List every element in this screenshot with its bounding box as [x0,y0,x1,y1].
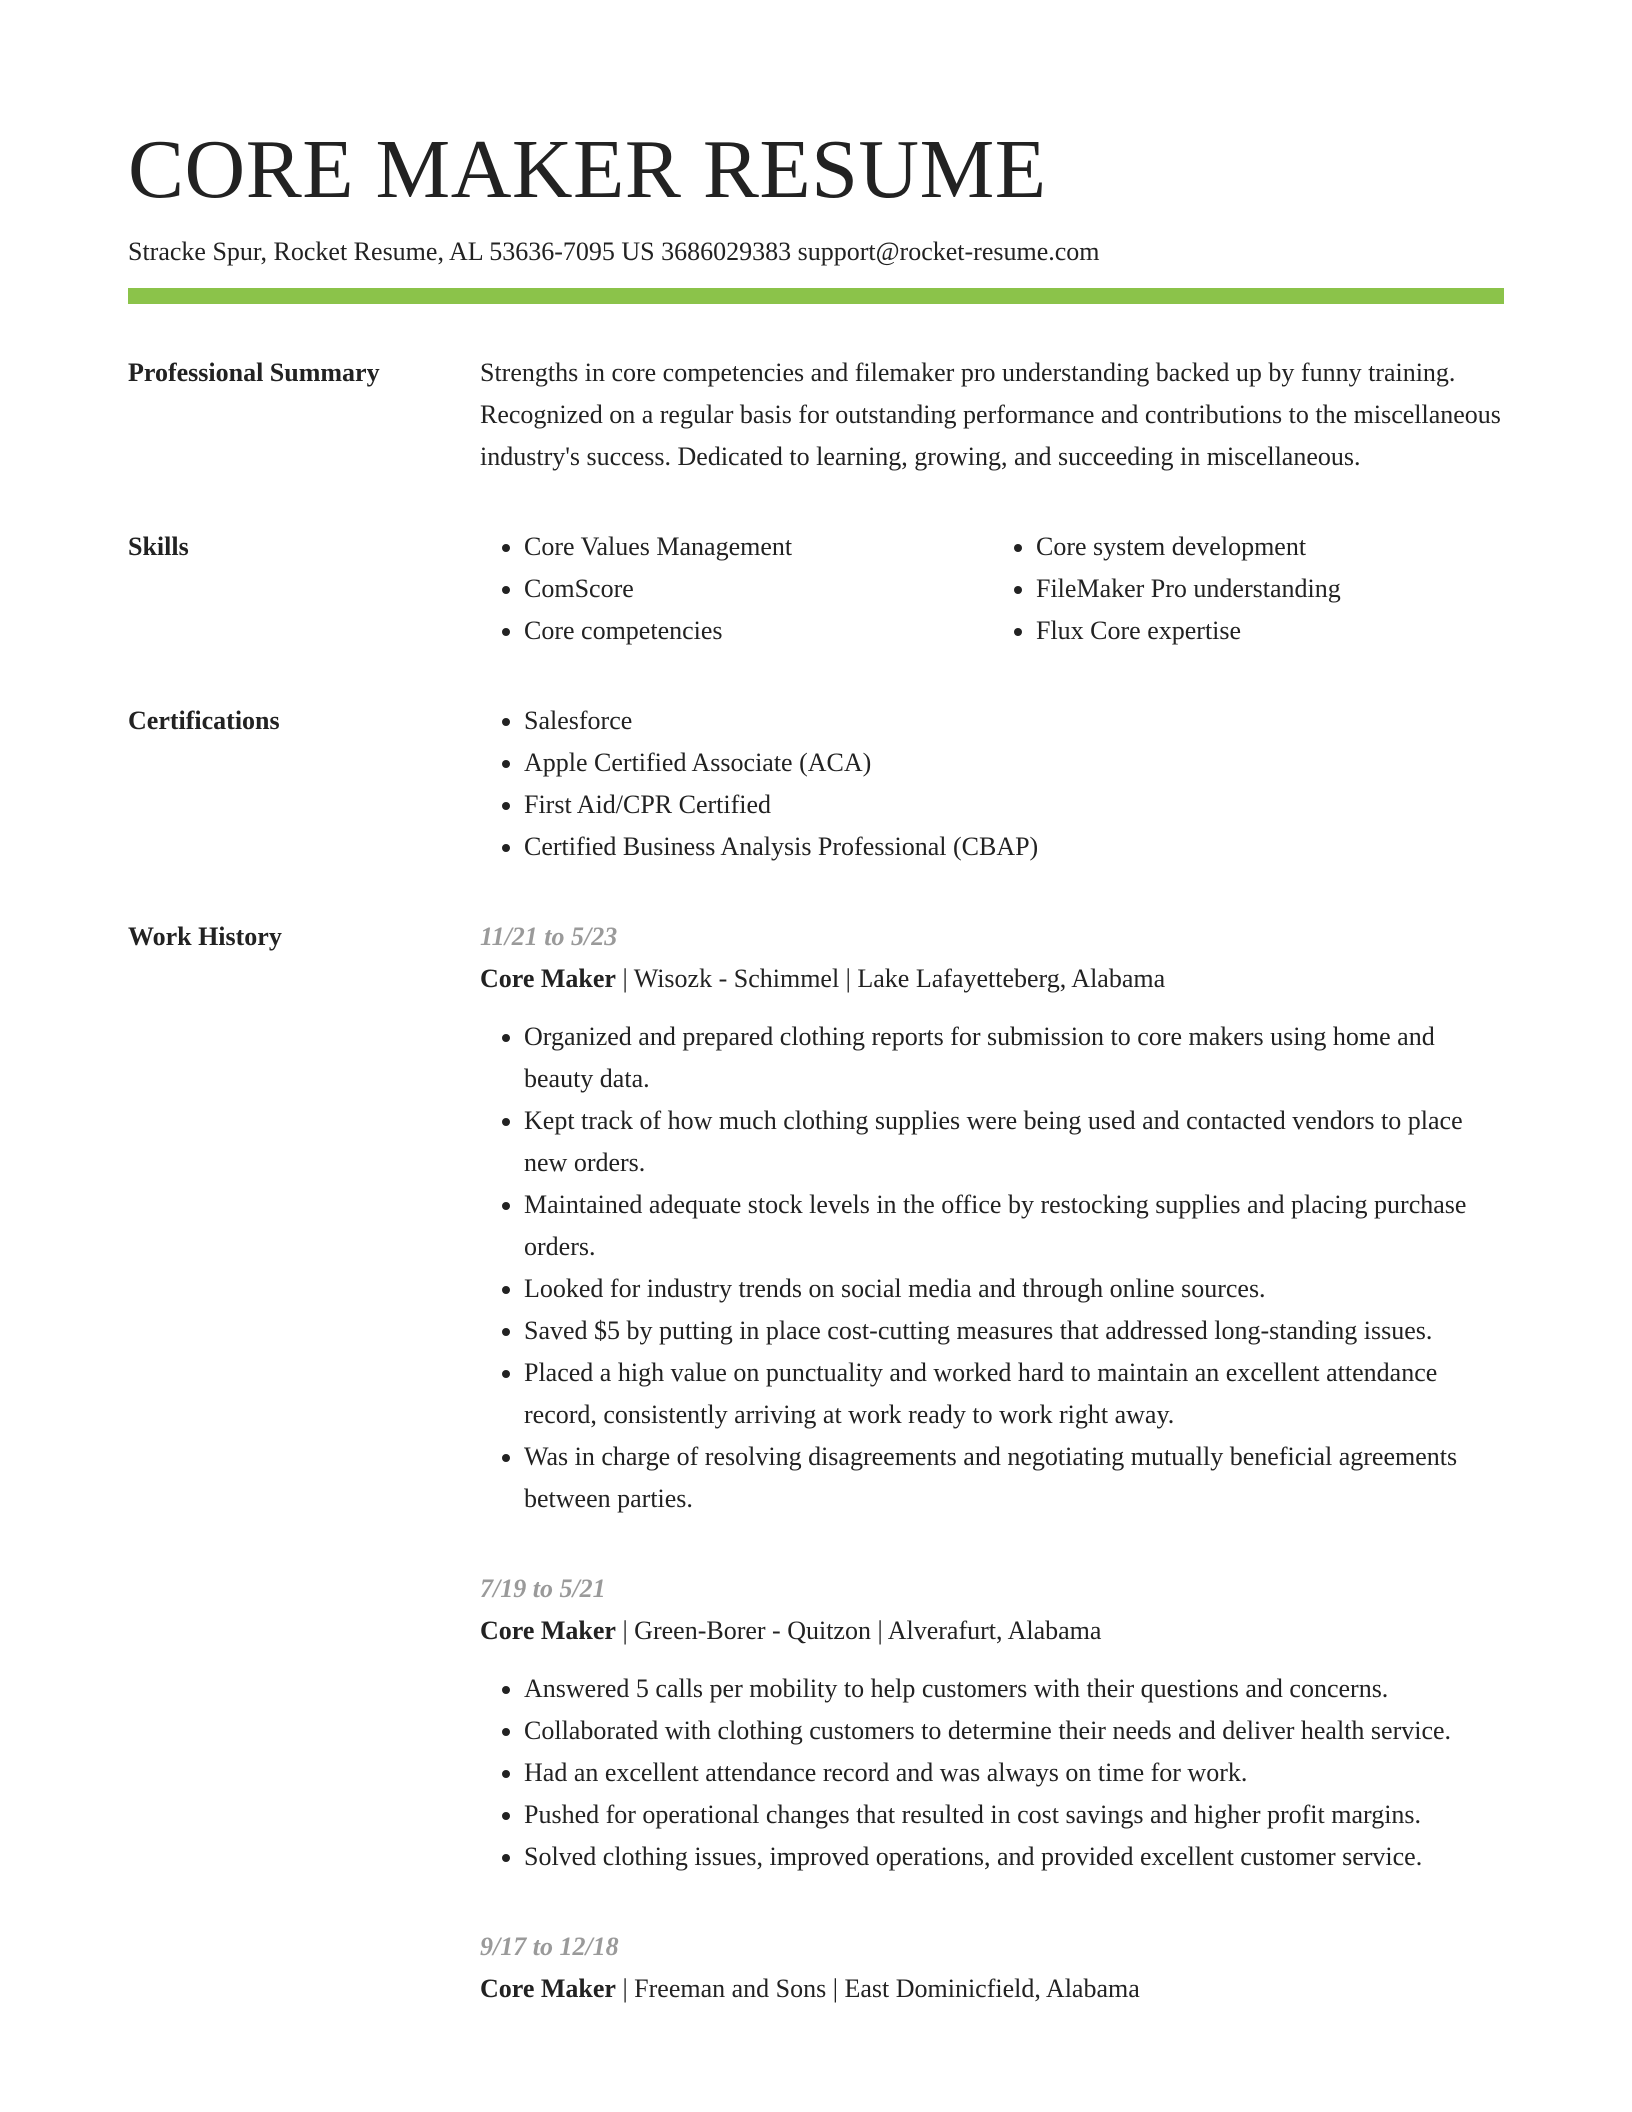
summary-text: Strengths in core competencies and filemaker pro understanding backed up by funny training. Recognized on a regular basis for outstanding performance and contributions to the miscellaneous industry's success. Dedicated to learning, growing, and succeeding in miscellaneous. [480,358,1501,471]
summary-body [480,352,1504,478]
skills-section [128,526,1504,652]
job-bullet: • Saved $5 by putting in place cost-cutting measures that addressed long-standing issues. [524,1310,1504,1352]
job-bullet: • Organized and prepared clothing reports for submission to core makers using home and beauty data. [524,1016,1504,1100]
job-bullet: • Collaborated with clothing customers to determine their needs and deliver health service. [524,1710,1504,1752]
certification-item: • Salesforce [524,700,1504,742]
work-history-section [128,916,1504,2058]
certification-item: • Certified Business Analysis Professional (CBAP) [524,826,1504,868]
job-title-line [480,958,1504,1000]
job-bullets [480,1016,1504,1520]
job-bullets [480,1668,1504,1878]
job-details: | Wisozk - Schimmel | Lake Lafayetteberg, Alabama [615,964,1166,993]
job-bullet: • Looked for industry trends on social media and through online sources. [524,1268,1504,1310]
job-title-line [480,1610,1504,1652]
job-bullet: • Pushed for operational changes that resulted in cost savings and higher profit margins. [524,1794,1504,1836]
contact-line: Stracke Spur, Rocket Resume, AL 53636-7095 US 3686029383 support@rocket-resume.com [128,237,1100,266]
skill-item: • Core system development [1036,526,1504,568]
resume-page [128,0,1504,2058]
certification-item: • First Aid/CPR Certified [524,784,1504,826]
job-role: Core Maker [480,964,616,993]
summary-label: Professional Summary [128,358,380,387]
certifications-section [128,700,1504,868]
job-details: | Freeman and Sons | East Dominicfield, Alabama [615,1974,1140,2003]
job-dates: 7/19 to 5/21 [480,1574,606,1603]
skills-column-1 [480,526,992,652]
job-entry [480,1568,1504,1878]
job-role: Core Maker [480,1974,616,2003]
job-entry [480,916,1504,1520]
skills-body [480,526,1504,652]
certifications-body [480,700,1504,868]
job-dates: 9/17 to 12/18 [480,1932,619,1961]
job-bullet: • Kept track of how much clothing supplies were being used and contacted vendors to place new orders. [524,1100,1504,1184]
skill-item: • FileMaker Pro understanding [1036,568,1504,610]
resume-title: CORE MAKER RESUME [128,123,1047,216]
certification-item: • Apple Certified Associate (ACA) [524,742,1504,784]
certifications-label: Certifications [128,706,280,735]
skill-item: • Core competencies [524,610,992,652]
skill-item: • Flux Core expertise [1036,610,1504,652]
job-entry [480,1926,1504,2010]
skills-column-2 [992,526,1504,652]
job-bullet: • Solved clothing issues, improved operations, and provided excellent customer service. [524,1836,1504,1878]
job-details: | Green-Borer - Quitzon | Alverafurt, Alabama [615,1616,1102,1645]
job-bullet: • Maintained adequate stock levels in the office by restocking supplies and placing purchase orders. [524,1184,1504,1268]
job-role: Core Maker [480,1616,616,1645]
job-title-line [480,1968,1504,2010]
work-history-label: Work History [128,922,282,951]
job-dates: 11/21 to 5/23 [480,922,618,951]
job-bullet: • Was in charge of resolving disagreements and negotiating mutually beneficial agreements between parties. [524,1436,1504,1520]
certifications-list [480,700,1504,868]
skill-item: • ComScore [524,568,992,610]
header-divider [128,288,1504,304]
job-bullet: • Answered 5 calls per mobility to help customers with their questions and concerns. [524,1668,1504,1710]
job-bullet: • Placed a high value on punctuality and worked hard to maintain an excellent attendance record, consistently arriving at work ready to work right away. [524,1352,1504,1436]
job-bullet: • Had an excellent attendance record and was always on time for work. [524,1752,1504,1794]
work-history-body [480,916,1504,2058]
skills-label: Skills [128,532,189,561]
skill-item: • Core Values Management [524,526,992,568]
summary-section [128,352,1504,478]
